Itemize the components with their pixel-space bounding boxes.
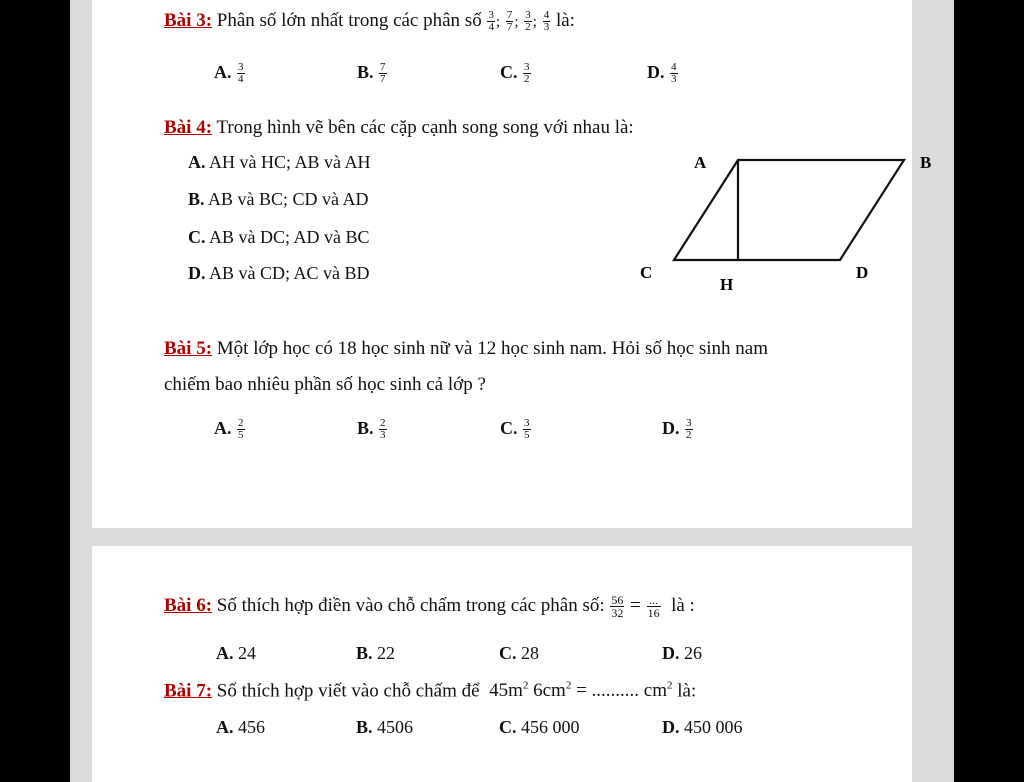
answer-option-d[interactable]: D. AB và CD; AC và BD bbox=[188, 263, 370, 283]
vertex-label-d: D bbox=[856, 263, 869, 282]
question-7-suffix: là: bbox=[672, 680, 697, 702]
question-3-label: Bài 3: bbox=[164, 10, 213, 31]
question-6-text: Số thích hợp điền vào chỗ chấm trong các phân số: bbox=[216, 594, 605, 616]
parallelogram-figure bbox=[628, 150, 938, 300]
vertex-label-a: A bbox=[694, 153, 707, 172]
document-page-1[interactable] bbox=[92, 0, 932, 528]
answer-option-c[interactable]: C. AB và DC; AD và BC bbox=[188, 227, 370, 247]
question-7-text: Số thích hợp viết vào chỗ chấm để bbox=[216, 680, 480, 702]
answer-option-a[interactable]: A. 24 bbox=[216, 643, 256, 663]
fraction: $\frac{56}{32}$ bbox=[611, 593, 624, 620]
question-3-line: Bài 3: Phân số lớn nhất trong các phân số $\frac{3}{4}$ ; $\frac{7}{7}$ ; $\frac{3}{2}$ ; $\frac{4}{3}$ là: bbox=[164, 9, 575, 34]
equals-sign: = bbox=[630, 594, 641, 616]
fraction: $\frac{4}{3}$ bbox=[543, 9, 550, 34]
answer-option-d[interactable]: D. 450 006 bbox=[662, 717, 743, 737]
question-6-label: Bài 6: bbox=[164, 594, 213, 616]
question-6-suffix: là : bbox=[671, 594, 695, 616]
question-7-line bbox=[164, 680, 696, 702]
fraction: $\frac{3}{4}$ bbox=[488, 9, 494, 34]
answer-option-b[interactable]: B. 4506 bbox=[356, 717, 414, 737]
answer-option-b[interactable]: B. $\frac{2}{3}$ bbox=[357, 417, 386, 442]
question-5-line-1 bbox=[164, 338, 768, 360]
fraction-blank: $\frac{...}{16}$ bbox=[647, 593, 660, 620]
question-7-label: Bài 7: bbox=[164, 680, 213, 702]
answer-option-b[interactable]: B. 22 bbox=[356, 643, 396, 663]
answer-option-b[interactable]: B. AB và BC; CD và AD bbox=[188, 189, 369, 209]
question-5-label: Bài 5: bbox=[164, 338, 213, 359]
question-4-text: Trong hình vẽ bên các cặp cạnh song song với nhau là: bbox=[216, 117, 634, 138]
answer-option-a[interactable]: A. $\frac{2}{5}$ bbox=[214, 417, 244, 442]
answer-option-b[interactable]: B. $\frac{7}{7}$ bbox=[357, 61, 386, 86]
fraction: $\frac{3}{2}$ bbox=[525, 9, 531, 34]
parallelogram-shape bbox=[674, 160, 904, 260]
vertex-label-b: B bbox=[920, 153, 932, 172]
answer-option-c[interactable]: C. 456 000 bbox=[499, 717, 580, 737]
answer-option-c[interactable]: C. $\frac{3}{5}$ bbox=[500, 417, 530, 442]
question-4-label: Bài 4: bbox=[164, 117, 213, 138]
question-5-text: Một lớp học có 18 học sinh nữ và 12 học sinh nam. Hỏi số học sinh nam bbox=[216, 338, 769, 359]
question-5-line-2: chiếm bao nhiêu phần số học sinh cả lớp ? bbox=[164, 374, 486, 395]
answer-option-c[interactable]: C. $\frac{3}{2}$ bbox=[500, 61, 530, 86]
question-3-suffix: là: bbox=[555, 10, 575, 31]
answer-option-d[interactable]: D. $\frac{3}{2}$ bbox=[662, 417, 692, 442]
question-3-text: Phân số lớn nhất trong các phân số bbox=[216, 10, 482, 31]
answer-option-a[interactable]: A. 456 bbox=[216, 717, 265, 737]
answer-option-a[interactable]: A. AH và HC; AB và AH bbox=[188, 152, 371, 172]
question-4-line bbox=[164, 117, 634, 139]
vertex-label-c: C bbox=[640, 263, 653, 282]
fraction: $\frac{7}{7}$ bbox=[506, 9, 513, 34]
answer-option-a[interactable]: A. $\frac{3}{4}$ bbox=[214, 61, 244, 86]
answer-option-d[interactable]: D. 26 bbox=[662, 643, 702, 663]
answer-option-c[interactable]: C. 28 bbox=[499, 643, 539, 663]
vertex-label-h: H bbox=[720, 275, 734, 294]
question-7-expression: $45m^2$ $6cm^2$ = .......... $cm^2$ bbox=[489, 680, 673, 702]
answer-option-d[interactable]: D. $\frac{4}{3}$ bbox=[647, 61, 677, 86]
document-page-2[interactable] bbox=[92, 546, 912, 782]
question-6-line bbox=[164, 594, 695, 619]
